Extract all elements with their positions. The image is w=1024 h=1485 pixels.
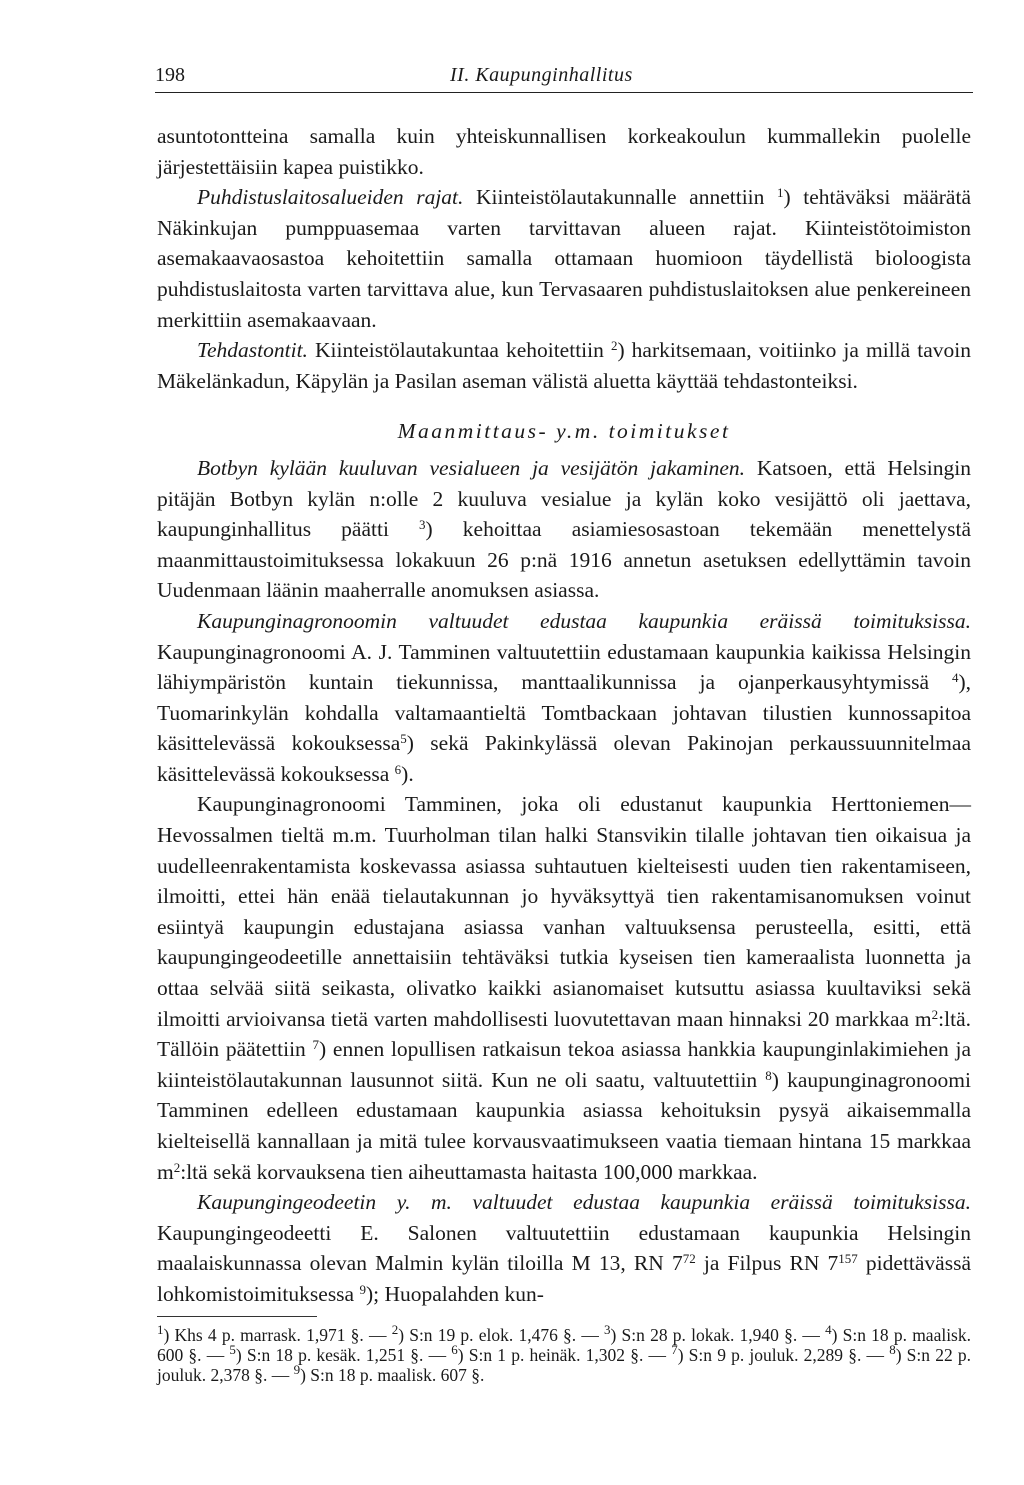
paragraph-title: Kaupungingeodeetin y. m. valtuudet edustaa kaupunkia eräissä toimituksissa. (197, 1190, 971, 1215)
footnote-ref: 3 (419, 517, 426, 533)
superscript: 157 (838, 1251, 858, 1267)
footnote-ref: 7 (312, 1037, 320, 1053)
section-heading: Maanmittaus- y.m. toimitukset (397, 419, 731, 444)
footnotes (157, 1322, 971, 1385)
page-header (155, 62, 973, 93)
paragraph-continuation: asuntotontteina samalla kuin yhteiskunnallisen korkeakoulun kummallekin puolelle järjestettäisiin kapea puistikko. (157, 124, 971, 179)
footnote-ref: 6 (394, 761, 402, 777)
paragraph-geodesist-authority: Kaupungingeodeetin y. m. valtuudet edustaa kaupunkia eräissä toimituksissa. Kaupungingeodeetti E. Salonen valtuutettiin edustamaan kaupunkia Helsingin maalaiskunnassa olevan Malmin kylän tiloilla M 13, RN $7^{72}$ ja Filpus RN $7^{157}$ pidettävässä lohkomistoimituksessa $^9$); Huopalahden kun- (157, 1190, 972, 1306)
body-text (157, 121, 971, 1310)
footnote-ref: 5 (400, 731, 407, 747)
paragraph-tamminen-road: Kaupunginagronoomi Tamminen, joka oli edustanut kaupunkia Herttoniemen—Hevossalmen tieltä m.m. Tuurholman tilan halki Stansvikin tilalle johtavan tien oikaisua ja uudelleenrakentamista koskevassa asiassa suhtautuen kielteisesti uuden tien rakentamiseen, ilmoitti, ettei hän enää tielautakunnan jo hyväksyttyä tien rakentamisanomuksen voinut esiintyä kaupungin edustajana asiassa vanhan valtuuksensa perusteella, esitti, että kaupungingeodeetille annettaisiin tehtäväksi tutkia kyseisen tien kameraalista luonnetta ja ottaa selvää siitä seikasta, olivatko kaikki asianomaiset kutsuttu asiassa kuultaviksi sekä ilmoitti arvioivansa tietä varten mahdollisesti luovutettavan maan hinnaksi 20 markkaa $m^2:ltä$. Tällöin päätettiin $^7$) ennen lopullisen ratkaisun tekoa asiassa hankkia kaupunginlakimiehen ja kiinteistölautakunnan lausunnot siitä. Kun ne oli saatu, valtuutettiin $^8$) kaupunginagronoomi Tamminen edelleen edustamaan kaupunkia asiassa kehoituksin pysyä aikaisemmalla kielteisellä kannallaan ja mitä tulee korvausvaatimukseen vaatia tiemaan hintana 15 markkaa $m^2:ltä$ sekä korvauksena tien aiheuttamasta haitasta 100,000 markkaa. (157, 792, 971, 1184)
footnote-ref: 2 (610, 338, 618, 354)
paragraph-factory-plots: Tehdastontit. Kiinteistölautakuntaa kehoitettiin $^2$) harkitsemaan, voitiinko ja millä tavoin Mäkelänkadun, Käpylän ja Pasilan aseman välistä aluetta käyttää tehdastonteiksi. (157, 338, 971, 393)
footnote-divider (157, 1316, 317, 1317)
superscript: 2 (173, 1159, 181, 1175)
paragraph-purification-plant-areas: Puhdistuslaitosalueiden rajat. Kiinteistölautakunnalle annettiin $^1$) tehtäväksi määrätä Näkinkujan pumppuasemaa varten tarvittavan alueen rajat. Kiinteistötoimiston asemakaavaosastoa kehoitettiin samalla ottamaan huomioon täydellistä bioloogista puhdistuslaitosta varten tarvittava alue, kun Tervasaaren puhdistuslaitoksen alue penkereineen merkittiin asemakaavaan. (157, 185, 971, 332)
superscript: 2 (931, 1006, 939, 1022)
running-head: II. Kaupunginhallitus (450, 64, 633, 86)
paragraph-agronomist-authority: Kaupunginagronoomin valtuudet edustaa kaupunkia eräissä toimituksissa. Kaupunginagronoomi A. J. Tamminen valtuutettiin edustamaan kaupunkia kaikissa Helsingin lähiympäristön kuntain tiekunnissa, manttaalikunnissa ja ojanperkausyhtymissä $^4$), Tuomarinkylän kohdalla valtamaantieltä Tomtbackaan johtavan tilustien kunnossapitoa käsittelevässä kokouksessa$^5$) sekä Pakinkylässä olevan Pakinojan perkaussuunnitelmaa käsittelevässä kokouksessa $^6$). (157, 608, 971, 786)
footnote-ref: 4 (951, 670, 959, 686)
footnote-ref: 9 (359, 1281, 366, 1297)
footnote-ref: 1 (776, 185, 784, 201)
page-number: 198 (155, 64, 185, 86)
paragraph-title: Tehdastontit. (197, 338, 308, 363)
footnote-list: $^1$) Khs 4 p. marrask. 1,971 §. — $^2$) S:n 19 p. elok. 1,476 §. — $^3$) S:n 28 p. lokak. 1,940 §. — $^4$) S:n 18 p. maalisk. 600 §. — $^5$) S:n 18 p. kesäk. 1,251 §. — $^6$) S:n 1 p. heinäk. 1,302 §. — $^7$) S:n 9 p. jouluk. 2,289 §. — $^8$) S:n 22 p. jouluk. 2,378 §. — $^9$) S:n 18 p. maalisk. 607 §. (157, 1322, 971, 1385)
footnote-ref: 8 (765, 1067, 772, 1083)
paragraph-title: Puhdistuslaitosalueiden rajat. (197, 185, 464, 210)
paragraph-botby-division: Botbyn kylään kuuluvan vesialueen ja vesijätön jakaminen. Katsoen, että Helsingin pitäjän Botbyn kylän n:olle 2 kuuluva vesialue ja kylän koko vesijättö oli jaettava, kaupunginhallitus päätti $^3$) kehoittaa asiamiesosastoan tekemään menettelystä maanmittaustoimituksessa lokakuun 26 p:nä 1916 annetun asetuksen edellyttämin tavoin Uudenmaan läänin maaherralle anomuksen asiassa. (157, 455, 971, 603)
superscript: 72 (682, 1251, 696, 1267)
paragraph-title: Botbyn kylään kuuluvan vesialueen ja vesijätön jakaminen. (197, 455, 746, 480)
paragraph-title: Kaupunginagronoomin valtuudet edustaa kaupunkia eräissä toimituksissa. (197, 608, 971, 633)
